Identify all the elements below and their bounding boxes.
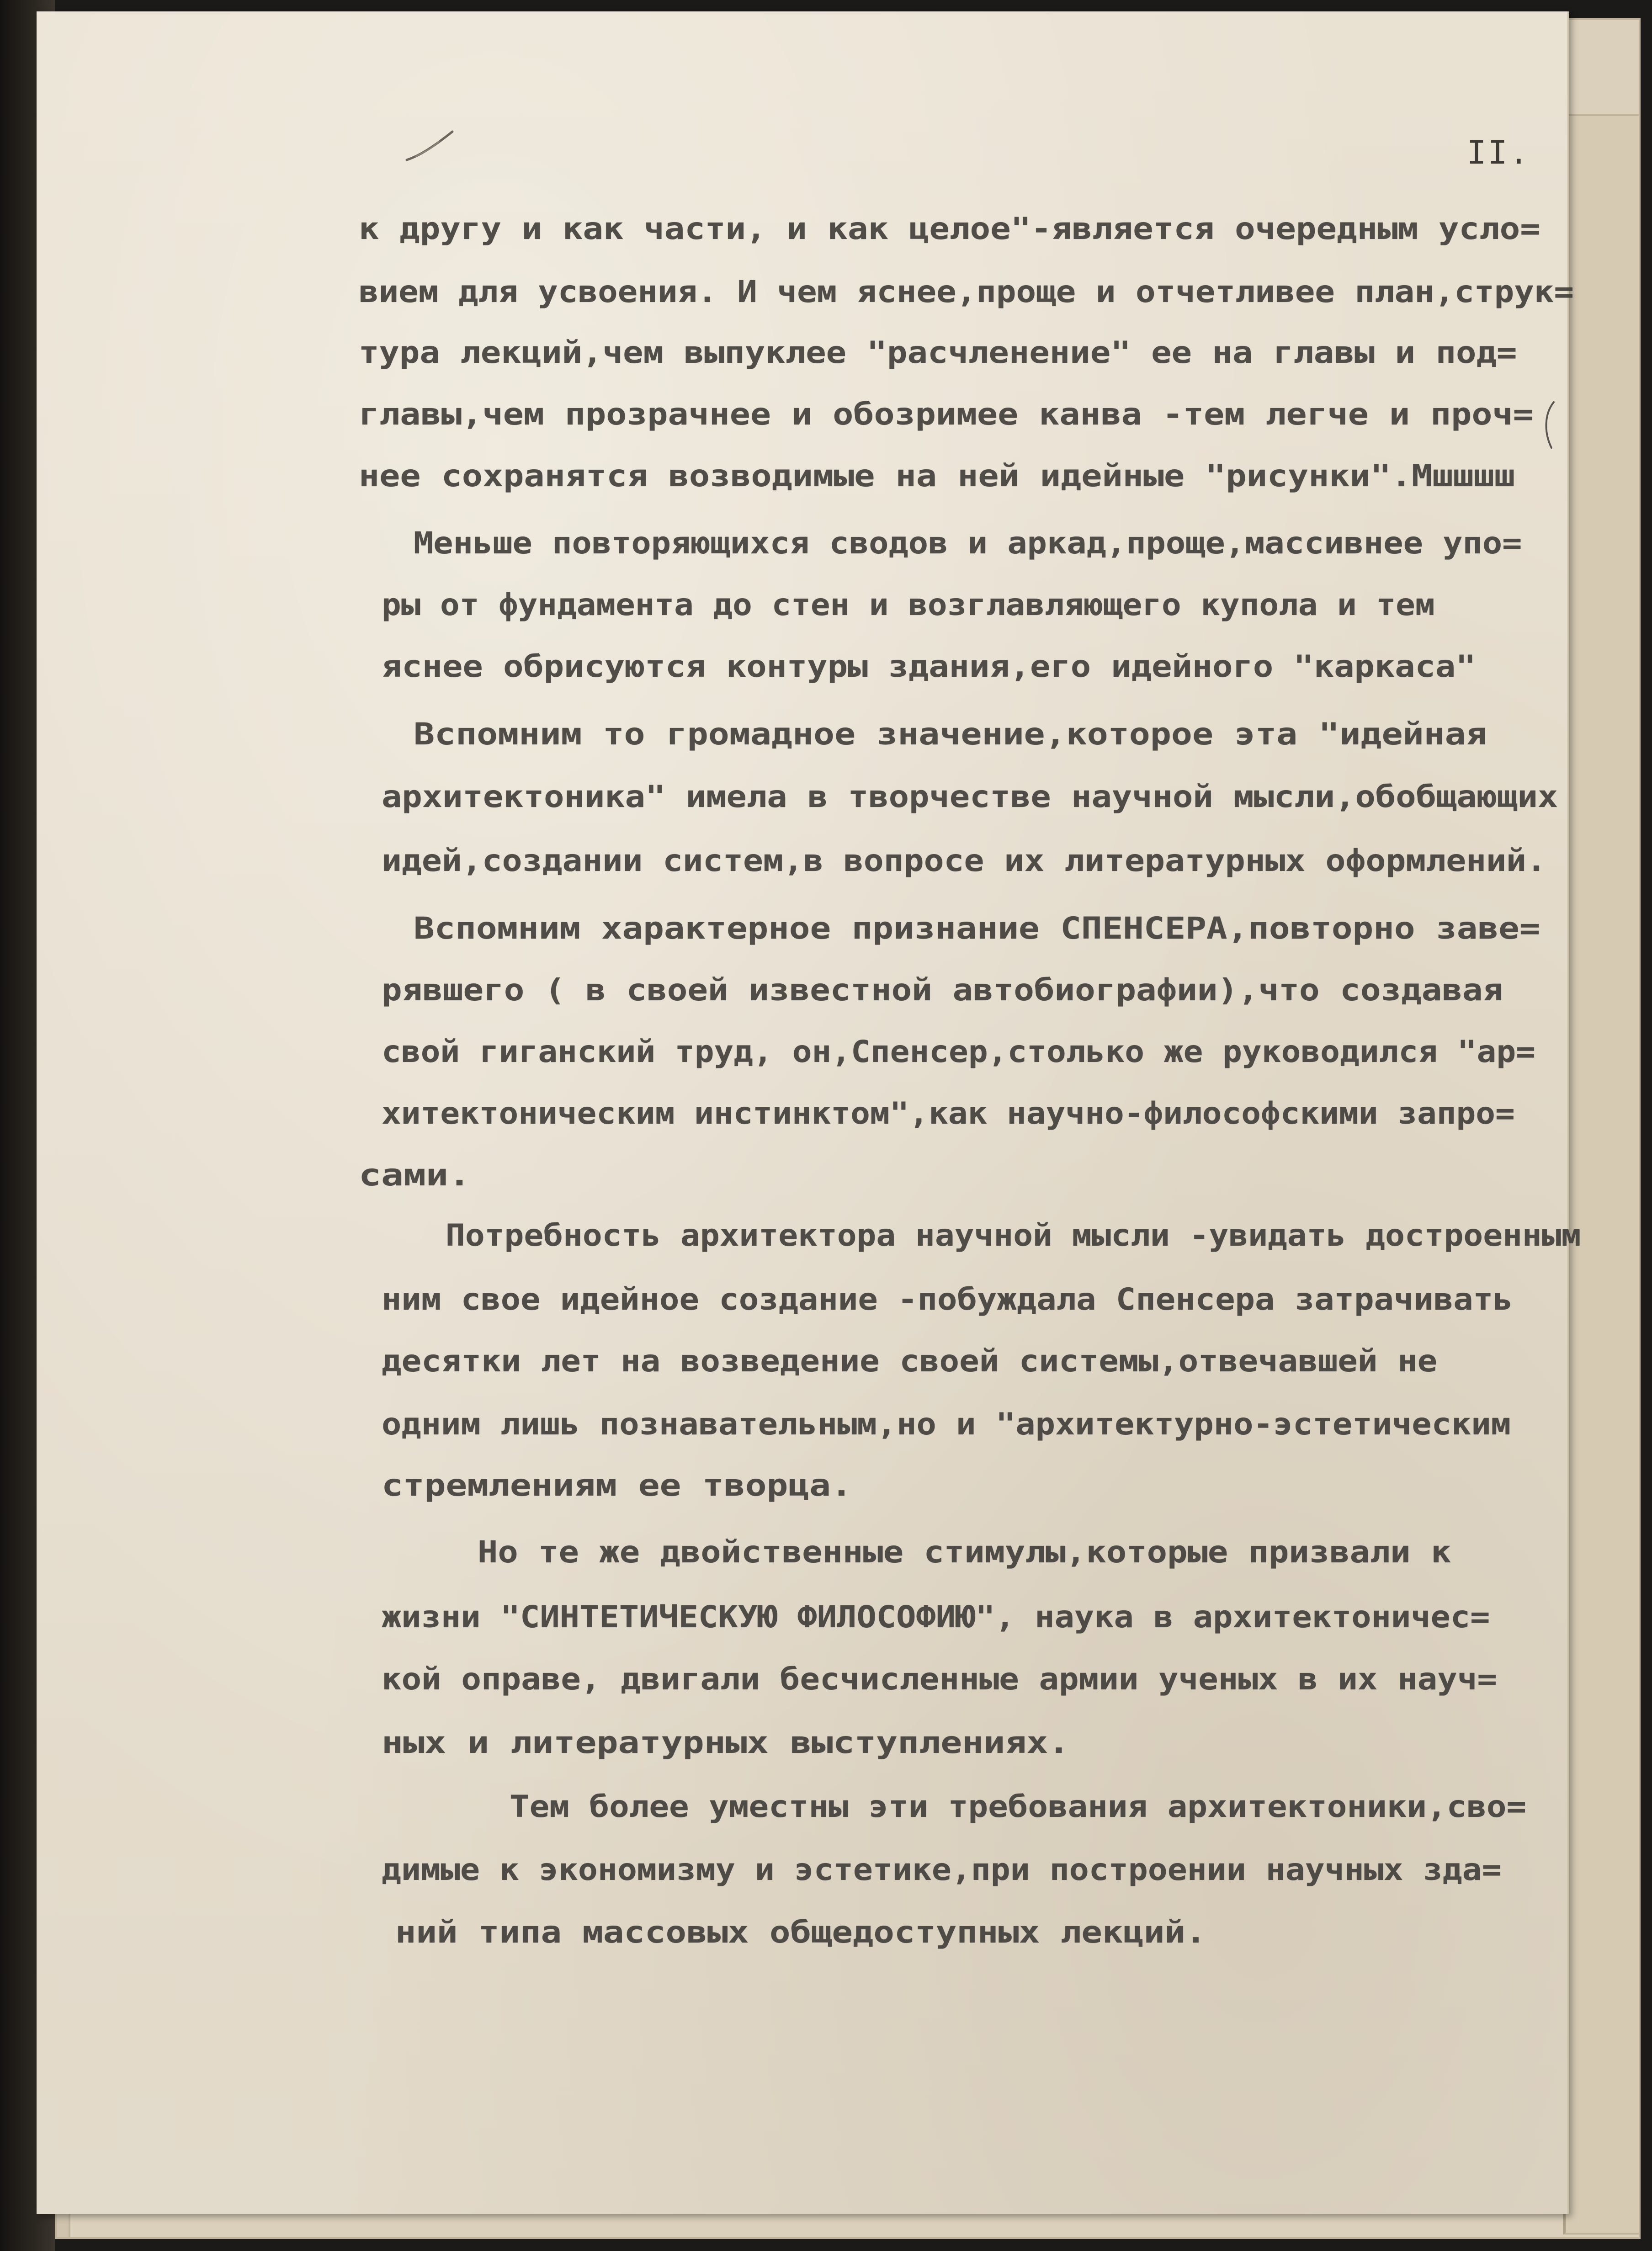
text-line: Тем более уместны эти требования архитектоники,сво= [510,1789,1527,1824]
text-line: десятки лет на возведение своей системы,отвечавшей не [382,1343,1438,1379]
text-line: свой гиганский труд, он,Спенсер,столько же руководился "ар= [382,1034,1535,1069]
text-line: тура лекций,чем выпуклее "расчленение" ее на главы и под= [359,335,1517,370]
text-line: кой оправе, двигали бесчисленные армии ученых в их науч= [382,1662,1498,1697]
text-line: стремлениям ее творца. [382,1468,852,1503]
text-line: ний типа массовых общедоступных лекций. [395,1915,1206,1950]
text-line: к другу и как части, и как целое"-является очередным усло= [359,211,1540,246]
text-line: идей,создании систем,в вопросе их литературных оформлений. [382,843,1546,878]
text-line: Вспомним то громадное значение,которое эта "идейная [414,717,1487,752]
text-line: жизни "СИНТЕТИЧЕСКУЮ ФИЛОСОФИЮ", наука в архитектоничес= [382,1599,1490,1635]
back-sheet-edge [1563,114,1641,2235]
text-line: Но те же двойственные стимулы,которые призвали к [478,1534,1451,1570]
text-line: Вспомним характерное признание СПЕНСЕРА,повторно заве= [414,911,1540,946]
text-line: главы,чем прозрачнее и обозримее канва -тем легче и проч= [359,397,1534,432]
text-line: хитектоническим инстинктом",как научно-философскими запро= [382,1096,1515,1131]
text-line: вием для усвоения. И чем яснее,проще и отчетливее план,струк= [359,274,1574,309]
text-line: ных и литературных выступлениях. [382,1725,1070,1760]
text-line: ры от фундамента до стен и возглавляющего купола и тем [382,587,1435,622]
text-line: Потребность архитектора научной мысли -увидать достроенным [446,1218,1581,1253]
text-line: яснее обрисуются контуры здания,его идейного "каркаса" [382,649,1476,684]
text-line: ним свое идейное создание -побуждала Спенсера затрачивать [382,1282,1513,1317]
text-line: нее сохранятся возводимые на ней идейные "рисунки".Мшшшш [359,458,1515,494]
text-line: рявшего ( в своей известной автобиографии),что создавая [382,972,1503,1008]
document-body [37,11,1581,2214]
text-line: одним лишь познавательным,но и "архитектурно-эстетическим [382,1407,1511,1442]
text-line: димые к экономизму и эстетике,при построении научных зда= [382,1852,1502,1887]
text-line: архитектоника" имела в творчестве научной мысли,обобщающих [382,779,1558,814]
page-number: II. [1467,134,1530,171]
text-line: Меньше повторяющихся сводов и аркад,проще,массивнее упо= [414,526,1522,561]
typewritten-page [37,11,1581,2214]
text-line: сами. [359,1157,471,1193]
